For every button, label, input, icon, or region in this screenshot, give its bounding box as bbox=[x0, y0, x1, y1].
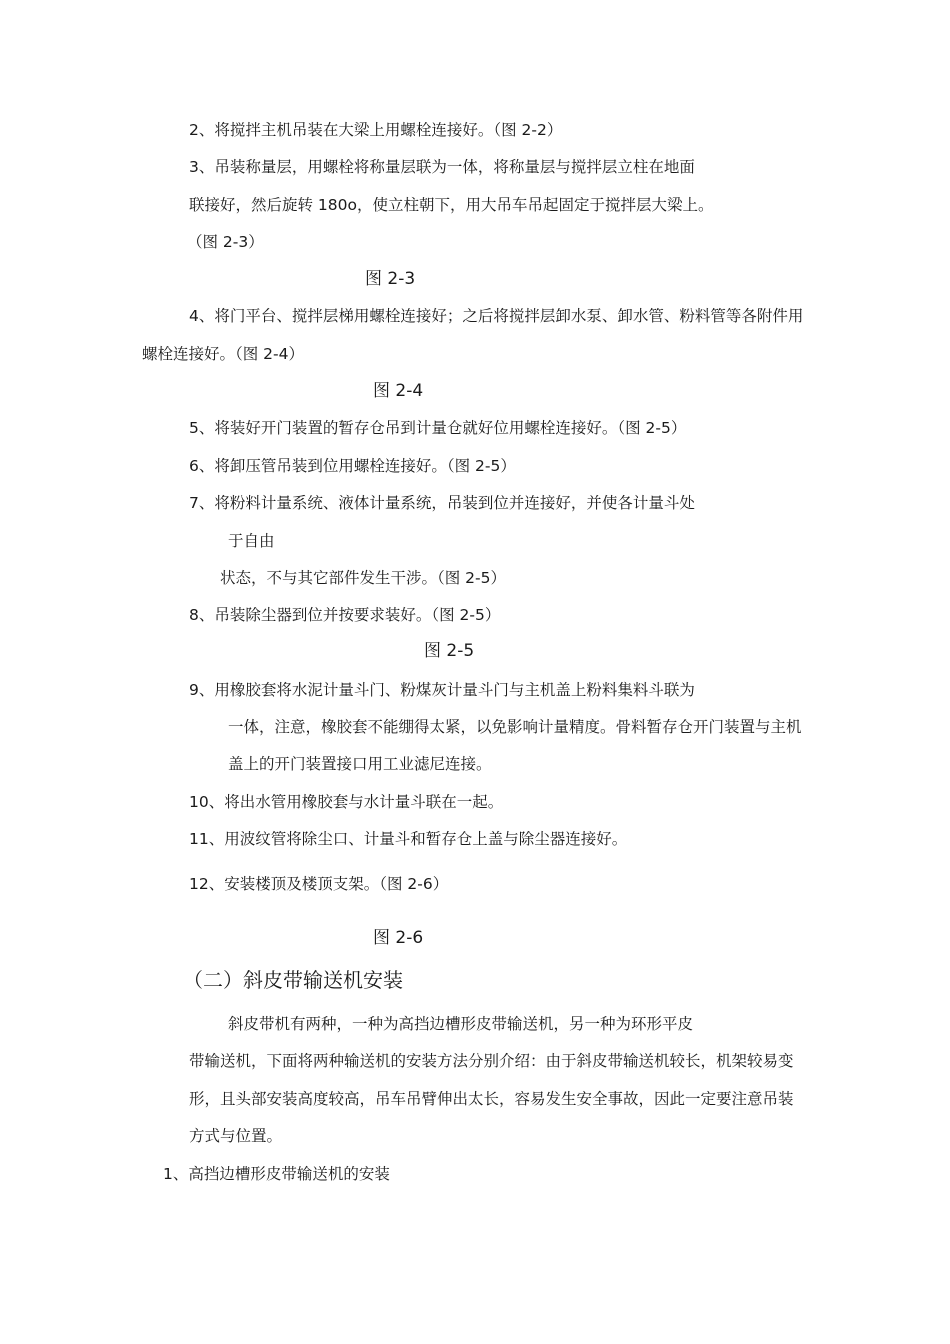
step-4-text-line-1: 4、将门平台、搅拌层梯用螺栓连接好；之后将搅拌层卸水泵、卸水管、粉料管等各附件用 bbox=[189, 307, 804, 325]
paragraph-line-2: 带输送机，下面将两种输送机的安装方法分别介绍：由于斜皮带输送机较长，机架较易变 bbox=[189, 1052, 794, 1070]
step-9-text-line-3: 盖上的开门装置接口用工业滤尼连接。 bbox=[228, 755, 492, 773]
section-heading: （二）斜皮带输送机安装 bbox=[183, 968, 403, 992]
step-4-text-line-2: 螺栓连接好。（图 2-4） bbox=[142, 345, 304, 363]
step-7-text-line-1: 7、将粉料计量系统、液体计量系统，吊装到位并连接好，并使各计量斗处 bbox=[189, 494, 695, 512]
paragraph-line-3: 形，且头部安装高度较高，吊车吊臂伸出太长，容易发生安全事故，因此一定要注意吊装 bbox=[189, 1090, 794, 1108]
step-7-text-line-3: 状态，不与其它部件发生干涉。（图 2-5） bbox=[220, 569, 506, 587]
step-10-text: 10、将出水管用橡胶套与水计量斗联在一起。 bbox=[189, 793, 504, 811]
subsection-heading: 1、高挡边槽形皮带输送机的安装 bbox=[163, 1165, 390, 1183]
step-6-text: 6、将卸压管吊装到位用螺栓连接好。（图 2-5） bbox=[189, 457, 516, 475]
step-9-text-line-2: 一体，注意，橡胶套不能绷得太紧，以免影响计量精度。骨料暂存仓开门装置与主机 bbox=[228, 718, 802, 736]
figure-caption-2-4: 图 2-4 bbox=[373, 381, 424, 401]
step-3-text-line-3: （图 2-3） bbox=[187, 233, 264, 251]
step-11-text: 11、用波纹管将除尘口、计量斗和暂存仓上盖与除尘器连接好。 bbox=[189, 830, 628, 848]
step-3-text-line-1: 3、吊装称量层，用螺栓将称量层联为一体，将称量层与搅拌层立柱在地面 bbox=[189, 158, 695, 176]
step-2-text: 2、将搅拌主机吊装在大梁上用螺栓连接好。（图 2-2） bbox=[189, 121, 563, 139]
step-3-text-line-2: 联接好，然后旋转 180o，使立柱朝下，用大吊车吊起固定于搅拌层大梁上。 bbox=[189, 196, 714, 214]
step-7-text-line-2: 于自由 bbox=[228, 532, 275, 550]
figure-caption-2-6: 图 2-6 bbox=[373, 928, 424, 948]
figure-caption-2-3: 图 2-3 bbox=[365, 269, 416, 289]
step-12-text: 12、安装楼顶及楼顶支架。（图 2-6） bbox=[189, 875, 449, 893]
paragraph-line-4: 方式与位置。 bbox=[189, 1127, 283, 1145]
step-9-text-line-1: 9、用橡胶套将水泥计量斗门、粉煤灰计量斗门与主机盖上粉料集料斗联为 bbox=[189, 681, 695, 699]
step-5-text: 5、将装好开门装置的暂存仓吊到计量仓就好位用螺栓连接好。（图 2-5） bbox=[189, 419, 687, 437]
figure-caption-2-5: 图 2-5 bbox=[424, 641, 475, 661]
paragraph-line-1: 斜皮带机有两种，一种为高挡边槽形皮带输送机，另一种为环形平皮 bbox=[228, 1015, 694, 1033]
step-8-text: 8、吊装除尘器到位并按要求装好。（图 2-5） bbox=[189, 606, 501, 624]
